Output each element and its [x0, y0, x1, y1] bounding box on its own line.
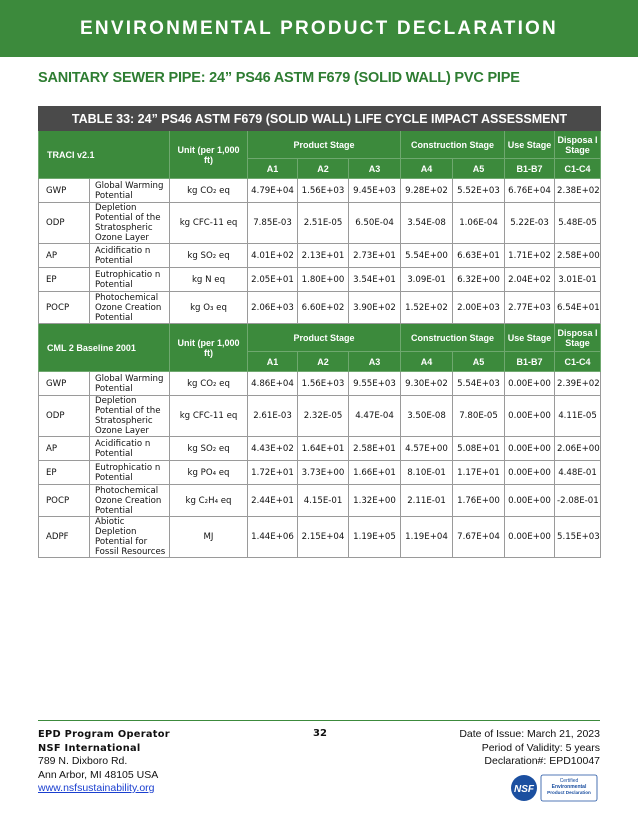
- product-stage-header: Product Stage: [248, 131, 401, 159]
- value-cell: 5.54E+00: [401, 244, 453, 268]
- badge-line3: Product Declaration: [547, 790, 591, 795]
- indicator-description: Depletion Potential of the Stratospheric Ozone Layer: [90, 203, 170, 244]
- table-row: [39, 244, 601, 268]
- value-cell: 2.15E+04: [298, 517, 349, 558]
- value-cell: 3.09E-01: [401, 268, 453, 292]
- construction-stage-header: Construction Stage: [401, 324, 505, 352]
- table-title-row: [39, 107, 601, 131]
- value-cell: 0.00E+00: [505, 437, 555, 461]
- value-cell: 4.47E-04: [349, 396, 401, 437]
- value-cell: 1.56E+03: [298, 372, 349, 396]
- indicator-code: EP: [39, 461, 90, 485]
- indicator-description: Abiotic Depletion Potential for Fossil Resources: [90, 517, 170, 558]
- page-subtitle: SANITARY SEWER PIPE: 24” PS46 ASTM F679 (SOLID WALL) PVC PIPE: [38, 70, 520, 86]
- module-header: A2: [298, 352, 349, 372]
- indicator-code: AP: [39, 437, 90, 461]
- value-cell: 4.15E-01: [298, 485, 349, 517]
- badge-line1: Certified: [559, 778, 579, 784]
- value-cell: 7.85E-03: [248, 203, 298, 244]
- value-cell: 2.58E+00: [555, 244, 601, 268]
- indicator-unit: kg CO₂ eq: [170, 372, 248, 396]
- indicator-description: Depletion Potential of the Stratospheric Ozone Layer: [90, 396, 170, 437]
- module-header: C1-C4: [555, 159, 601, 179]
- value-cell: 1.76E+00: [453, 485, 505, 517]
- table-row: [39, 179, 601, 203]
- stage-header-row: [39, 131, 601, 159]
- issue-date: Date of Issue: March 21, 2023: [459, 728, 600, 740]
- value-cell: 2.44E+01: [248, 485, 298, 517]
- value-cell: 1.80E+00: [298, 268, 349, 292]
- value-cell: 1.66E+01: [349, 461, 401, 485]
- value-cell: 2.39E+02: [555, 372, 601, 396]
- value-cell: 3.73E+00: [298, 461, 349, 485]
- value-cell: 0.00E+00: [505, 517, 555, 558]
- value-cell: 1.19E+05: [349, 517, 401, 558]
- table-row: [39, 396, 601, 437]
- badge-line2: Environmental: [551, 784, 587, 790]
- value-cell: 7.80E-05: [453, 396, 505, 437]
- value-cell: 2.51E-05: [298, 203, 349, 244]
- declaration-number: Declaration#: EPD10047: [484, 755, 600, 767]
- value-cell: 1.64E+01: [298, 437, 349, 461]
- table-title: TABLE 33: 24” PS46 ASTM F679 (SOLID WALL) LIFE CYCLE IMPACT ASSESSMENT: [39, 107, 601, 131]
- module-header: A5: [453, 159, 505, 179]
- value-cell: 2.32E-05: [298, 396, 349, 437]
- indicator-unit: kg O₃ eq: [170, 292, 248, 324]
- value-cell: 1.72E+01: [248, 461, 298, 485]
- module-header: A3: [349, 352, 401, 372]
- value-cell: 3.90E+02: [349, 292, 401, 324]
- module-header: A4: [401, 159, 453, 179]
- module-header: A3: [349, 159, 401, 179]
- operator-label: EPD Program Operator: [38, 729, 170, 740]
- value-cell: 4.86E+04: [248, 372, 298, 396]
- value-cell: 3.50E-08: [401, 396, 453, 437]
- value-cell: 6.60E+02: [298, 292, 349, 324]
- method-name: CML 2 Baseline 2001: [39, 324, 170, 372]
- table-row: [39, 485, 601, 517]
- value-cell: 5.22E-03: [505, 203, 555, 244]
- product-stage-header: Product Stage: [248, 324, 401, 352]
- value-cell: 9.45E+03: [349, 179, 401, 203]
- indicator-code: GWP: [39, 372, 90, 396]
- banner-title: ENVIRONMENTAL PRODUCT DECLARATION: [80, 17, 558, 39]
- value-cell: 6.63E+01: [453, 244, 505, 268]
- value-cell: 6.54E+01: [555, 292, 601, 324]
- value-cell: 8.10E-01: [401, 461, 453, 485]
- value-cell: 2.00E+03: [453, 292, 505, 324]
- construction-stage-header: Construction Stage: [401, 131, 505, 159]
- nsf-logo-text: NSF: [514, 784, 534, 795]
- value-cell: 3.01E-01: [555, 268, 601, 292]
- value-cell: 2.06E+03: [248, 292, 298, 324]
- indicator-unit: MJ: [170, 517, 248, 558]
- value-cell: 6.50E-04: [349, 203, 401, 244]
- website-link[interactable]: www.nsfsustainability.org: [38, 782, 155, 794]
- value-cell: 5.52E+03: [453, 179, 505, 203]
- method-name: TRACI v2.1: [39, 131, 170, 179]
- stage-header-row: [39, 324, 601, 352]
- value-cell: 1.52E+02: [401, 292, 453, 324]
- table-row: [39, 203, 601, 244]
- value-cell: 0.00E+00: [505, 372, 555, 396]
- indicator-unit: kg PO₄ eq: [170, 461, 248, 485]
- value-cell: 5.08E+01: [453, 437, 505, 461]
- indicator-description: Global Warming Potential: [90, 372, 170, 396]
- module-header: A1: [248, 352, 298, 372]
- module-header: A5: [453, 352, 505, 372]
- indicator-unit: kg CFC-11 eq: [170, 203, 248, 244]
- unit-header: Unit (per 1,000 ft): [170, 131, 248, 179]
- value-cell: 9.28E+02: [401, 179, 453, 203]
- value-cell: 2.06E+00: [555, 437, 601, 461]
- footer-issue-block: [459, 728, 600, 769]
- value-cell: 2.05E+01: [248, 268, 298, 292]
- footer-operator-block: [38, 728, 170, 796]
- value-cell: 6.32E+00: [453, 268, 505, 292]
- module-header: A1: [248, 159, 298, 179]
- indicator-description: Photochemical Ozone Creation Potential: [90, 485, 170, 517]
- value-cell: 4.43E+02: [248, 437, 298, 461]
- value-cell: 5.48E-05: [555, 203, 601, 244]
- use-stage-header: Use Stage: [505, 131, 555, 159]
- indicator-code: ODP: [39, 396, 90, 437]
- nsf-certified-epd-logo: [510, 772, 600, 804]
- page-number: 32: [313, 728, 327, 739]
- indicator-unit: kg CO₂ eq: [170, 179, 248, 203]
- header-banner: [0, 0, 638, 57]
- table-row: [39, 517, 601, 558]
- value-cell: 0.00E+00: [505, 485, 555, 517]
- indicator-code: AP: [39, 244, 90, 268]
- module-header: A4: [401, 352, 453, 372]
- value-cell: 1.19E+04: [401, 517, 453, 558]
- value-cell: 4.11E-05: [555, 396, 601, 437]
- indicator-description: Acidificatio n Potential: [90, 244, 170, 268]
- indicator-description: Global Warming Potential: [90, 179, 170, 203]
- value-cell: 2.11E-01: [401, 485, 453, 517]
- table-row: [39, 292, 601, 324]
- table-row: [39, 268, 601, 292]
- indicator-description: Photochemical Ozone Creation Potential: [90, 292, 170, 324]
- indicator-unit: kg SO₂ eq: [170, 437, 248, 461]
- value-cell: 3.54E+01: [349, 268, 401, 292]
- indicator-description: Acidificatio n Potential: [90, 437, 170, 461]
- indicator-code: EP: [39, 268, 90, 292]
- module-header: C1-C4: [555, 352, 601, 372]
- value-cell: 4.79E+04: [248, 179, 298, 203]
- value-cell: 2.38E+02: [555, 179, 601, 203]
- indicator-code: ADPF: [39, 517, 90, 558]
- indicator-unit: kg SO₂ eq: [170, 244, 248, 268]
- value-cell: 1.71E+02: [505, 244, 555, 268]
- value-cell: 5.54E+03: [453, 372, 505, 396]
- module-header: B1-B7: [505, 352, 555, 372]
- value-cell: 6.76E+04: [505, 179, 555, 203]
- validity-period: Period of Validity: 5 years: [481, 741, 600, 754]
- value-cell: 2.73E+01: [349, 244, 401, 268]
- table-row: [39, 372, 601, 396]
- footer-divider: [38, 720, 600, 721]
- value-cell: 2.61E-03: [248, 396, 298, 437]
- indicator-description: Eutrophicatio n Potential: [90, 268, 170, 292]
- value-cell: 1.32E+00: [349, 485, 401, 517]
- value-cell: 9.55E+03: [349, 372, 401, 396]
- indicator-code: ODP: [39, 203, 90, 244]
- table-row: [39, 437, 601, 461]
- indicator-code: POCP: [39, 292, 90, 324]
- lcia-table: [38, 106, 601, 558]
- value-cell: 4.48E-01: [555, 461, 601, 485]
- value-cell: 2.58E+01: [349, 437, 401, 461]
- module-header: A2: [298, 159, 349, 179]
- value-cell: 2.13E+01: [298, 244, 349, 268]
- value-cell: 2.04E+02: [505, 268, 555, 292]
- disposal-stage-header: Disposa l Stage: [555, 324, 601, 352]
- value-cell: 9.30E+02: [401, 372, 453, 396]
- value-cell: 7.67E+04: [453, 517, 505, 558]
- value-cell: 1.17E+01: [453, 461, 505, 485]
- operator-address-line2: Ann Arbor, MI 48105 USA: [38, 768, 159, 781]
- value-cell: 0.00E+00: [505, 461, 555, 485]
- use-stage-header: Use Stage: [505, 324, 555, 352]
- value-cell: 1.06E-04: [453, 203, 505, 244]
- value-cell: 4.01E+02: [248, 244, 298, 268]
- indicator-code: POCP: [39, 485, 90, 517]
- value-cell: 1.56E+03: [298, 179, 349, 203]
- disposal-stage-header: Disposa l Stage: [555, 131, 601, 159]
- table-row: [39, 461, 601, 485]
- value-cell: 5.15E+03: [555, 517, 601, 558]
- value-cell: 2.77E+03: [505, 292, 555, 324]
- lcia-table-container: [38, 106, 600, 558]
- value-cell: 4.57E+00: [401, 437, 453, 461]
- indicator-code: GWP: [39, 179, 90, 203]
- indicator-description: Eutrophicatio n Potential: [90, 461, 170, 485]
- indicator-unit: kg CFC-11 eq: [170, 396, 248, 437]
- value-cell: -2.08E-01: [555, 485, 601, 517]
- operator-address-line1: 789 N. Dixboro Rd.: [38, 755, 128, 767]
- operator-org: NSF International: [38, 742, 141, 754]
- indicator-unit: kg N eq: [170, 268, 248, 292]
- indicator-unit: kg C₂H₄ eq: [170, 485, 248, 517]
- module-header: B1-B7: [505, 159, 555, 179]
- unit-header: Unit (per 1,000 ft): [170, 324, 248, 372]
- value-cell: 0.00E+00: [505, 396, 555, 437]
- value-cell: 1.44E+06: [248, 517, 298, 558]
- value-cell: 3.54E-08: [401, 203, 453, 244]
